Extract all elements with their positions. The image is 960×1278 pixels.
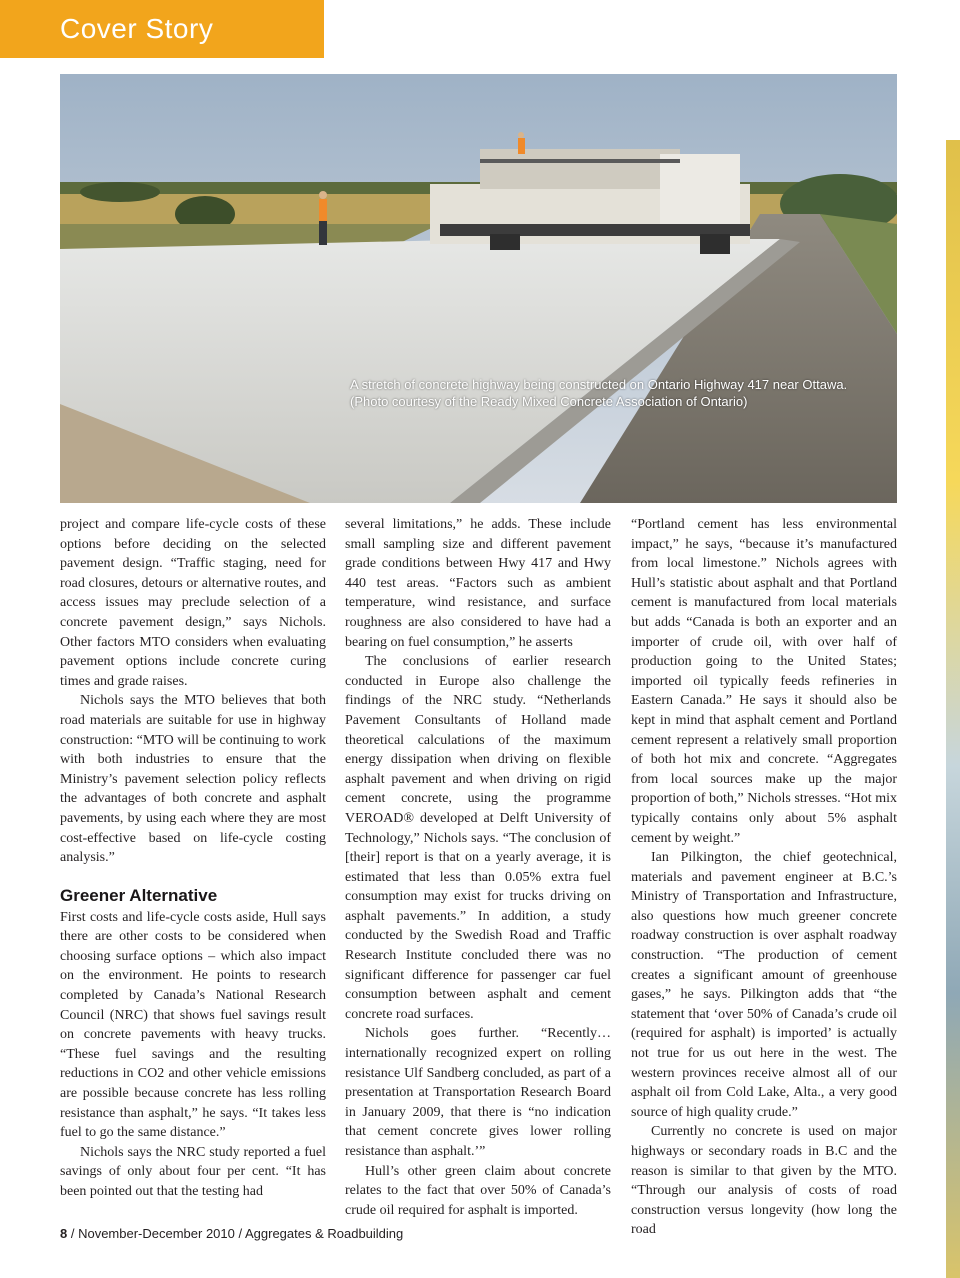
caption-credit: (Photo courtesy of the Ready Mixed Concrete Association of Ontario)	[350, 394, 748, 409]
edge-decoration-strip	[946, 140, 960, 1278]
paragraph: several limitations,” he adds. These include small sampling size and different pavement grade conditions between Hwy 417 and Hwy 440 test areas. “Factors such as ambient temperature, wind resistance, and surface roughness are also considered to have had a bearing on fuel consumption,” he asserts	[345, 517, 611, 650]
paragraph: First costs and life-cycle costs aside, Hull says there are other costs to be considered when choosing surface options – which also impact on the environment. He points to research completed by Canada’s National Research Council (NRC) that shows fuel savings result on concrete pavements with heavy trucks. “These fuel savings and the resulting reductions in CO2 and other vehicle emissions are possible because concrete has less rolling resistance than asphalt,” he says. “It takes less fuel to go the same distance.”	[60, 909, 326, 1141]
paragraph: “Portland cement has less environmental impact,” he says, “because it’s manufactured from local limestone.” Nichols agrees with Hull’s statistic about asphalt and that Portland cement is manufactured from local materials but adds “Canada is both an exporter and an importer of crude oil, with over half of production going to the United States; imported oil typically feeds refineries in Eastern Canada.” He says it should also be kept in mind that asphalt cement and Portland cement represent a relatively small proportion of both hot mix and concrete. “Aggregates from local sources make up the major proportion of both,” Nichols stresses. “Hot mix typically contains only about 5% asphalt cement by weight.”	[631, 517, 897, 846]
paragraph: Hull’s other green claim about concrete relates to the fact that over 50% of Canada’s crude oil required for asphalt is imported.	[345, 1163, 611, 1218]
caption-line: A stretch of concrete highway being constructed on Ontario Highway 417 near Ottawa.	[350, 377, 848, 392]
column-1	[60, 515, 326, 1202]
column-2	[345, 515, 611, 1220]
paragraph: Nichols says the NRC study reported a fuel savings of only about four per cent. “It has been pointed out that the testing had	[60, 1144, 326, 1199]
paragraph: Ian Pilkington, the chief geotechnical, materials and pavement engineer at B.C.’s Ministry of Transportation and Infrastructure, also questions how much greener concrete roadway construction is over asphalt roadway construction. “The production of cement creates a significant amount of greenhouse gases,” he says. Pilkington adds that “the statement that ‘over 50% of Canada’s crude oil (required for asphalt) is imported’ is actually not true for us out here in the west. The western provinces receive almost all of our asphalt oil from Cold Lake, Alta., a very good source of high quality crude.”	[631, 850, 897, 1120]
page-footer	[60, 1226, 403, 1241]
footer-text: / November-December 2010 / Aggregates & Roadbuilding	[67, 1226, 404, 1241]
subheading: Greener Alternative	[60, 885, 218, 905]
column-3	[631, 515, 897, 1240]
paragraph: The conclusions of earlier research conducted in Europe also challenge the findings of the NRC study. “Netherlands Pavement Consultants of Holland made theoretical calculations of the maximum energy dissipation when driving on flexible asphalt pavement and when driving on rigid cement concrete, using the programme VEROAD® developed at Delft University of Technology,” Nichols says. “The conclusion of [their] report is that on a yearly average, it is estimated that less than 0.05% extra fuel consumption may exist for trucks driving on asphalt pavements.” In addition, a study conducted by the Swedish Road and Traffic Research Institute concluded there was no significant difference for passenger car fuel consumption between asphalt and cement concrete road surfaces.	[345, 654, 611, 1022]
section-tab: Cover Story	[0, 0, 324, 58]
paragraph: Nichols goes further. “Recently… internationally recognized expert on rolling resistance Ulf Sandberg concluded, as part of a presentation at Transportation Research Board in January 2009, that there is “no indication that cement concrete gives lower rolling resistance than asphalt.’”	[345, 1026, 611, 1159]
photo-caption	[350, 376, 848, 410]
concrete-paving-photo	[60, 74, 897, 503]
cover-photo	[60, 74, 897, 503]
paragraph: Currently no concrete is used on major highways or secondary roads in B.C and the reason is similar to that given by the MTO. “Through our analysis of costs of road construction versus longevity (how long the road	[631, 1124, 897, 1238]
page-number: 8	[60, 1226, 68, 1241]
paragraph: Nichols says the MTO believes that both road materials are suitable for use in highway construction: “MTO will be continuing to work with both industries to ensure that the Ministry’s pavement selection policy reflects the advantages of both concrete and asphalt pavements, by using each where they are most cost-effective based on life-cycle costing analysis.”	[60, 693, 326, 866]
paragraph: project and compare life-cycle costs of these options before deciding on the selected pavement design. “Traffic staging, need for road closures, detours or alternative routes, and access issues may preclude selection of a concrete pavement design,” says Nichols. Other factors MTO considers when evaluating pavement options include concrete curing times and grade raises.	[60, 517, 326, 689]
